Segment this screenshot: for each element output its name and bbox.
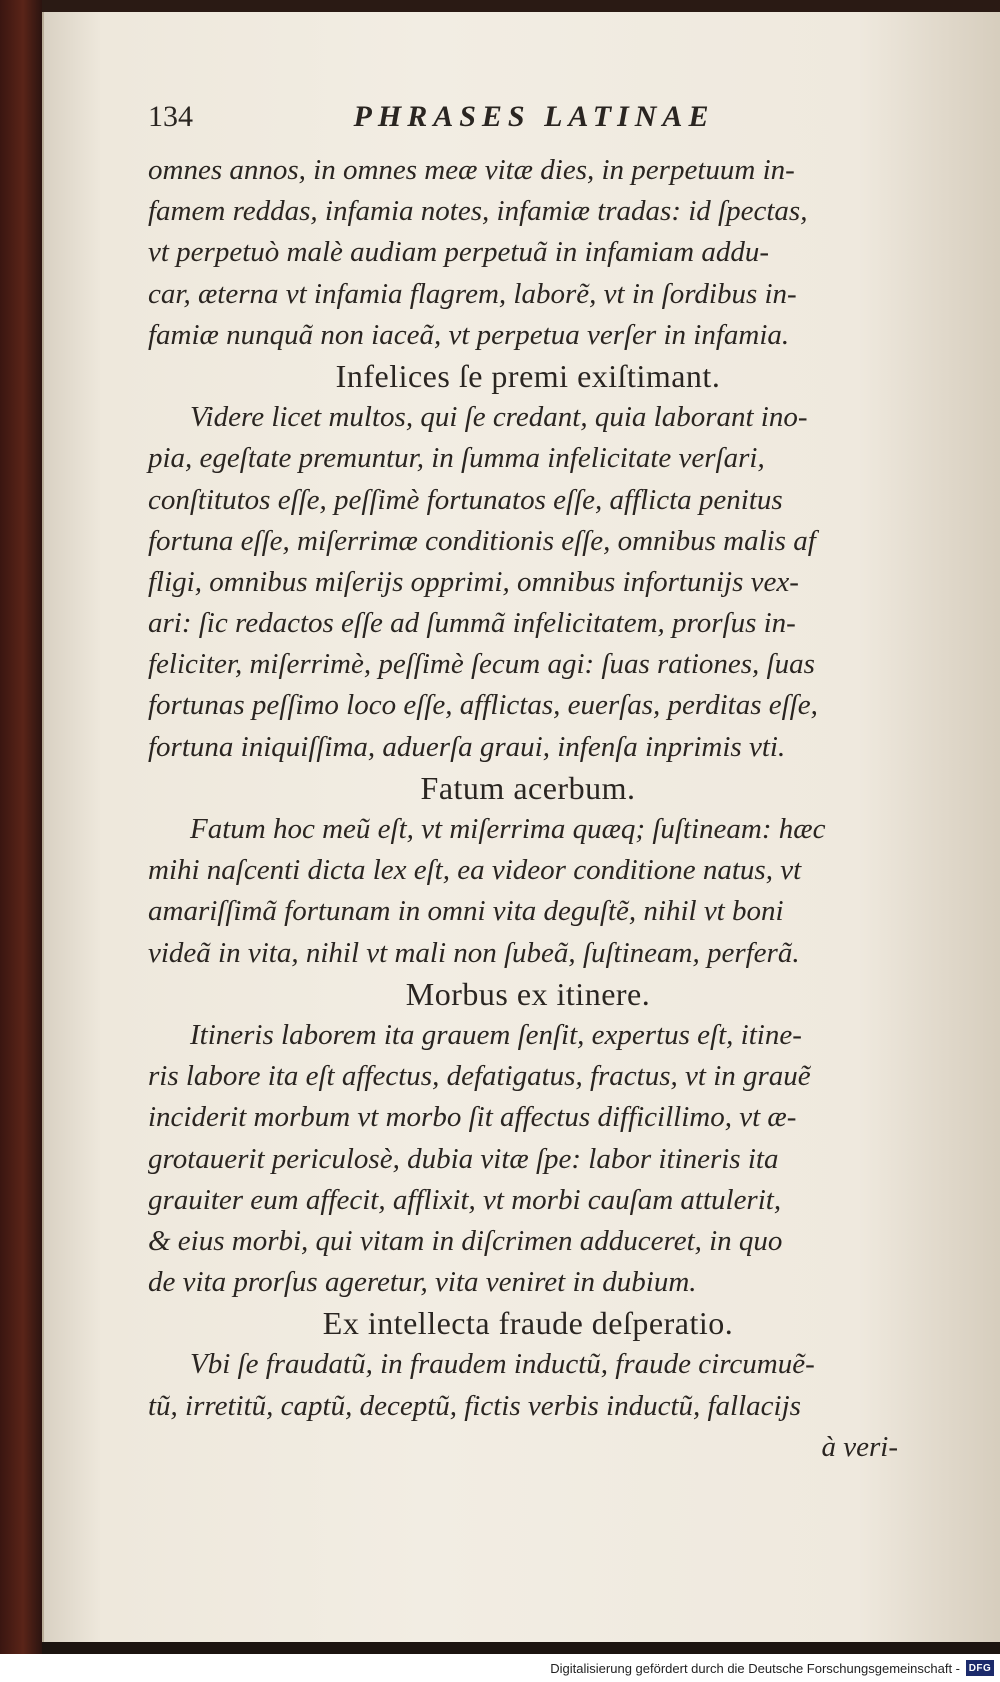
- text-line: grauiter eum affecit, afflixit, vt morbi cauſam attulerit,: [148, 1183, 782, 1216]
- paragraph-first-line: Fatum hoc meũ eſt, vt miſerrima quæq; ſuſtineam: hæc: [190, 813, 826, 845]
- text-line: famem reddas, infamia notes, infamiæ tradas: id ſpectas,: [148, 195, 808, 228]
- text-lines: [148, 150, 908, 1468]
- text-line: famiæ nunquã non iaceã, vt perpetua verſer in infamia.: [148, 318, 790, 351]
- text-line: ris labore ita eſt affectus, defatigatus, fractus, vt in grauẽ: [148, 1060, 811, 1093]
- catchword: à veri-: [821, 1430, 898, 1463]
- section-heading: Fatum acerbum.: [420, 769, 636, 806]
- text-line: vt perpetuò malè audiam perpetuã in infamiam addu-: [148, 236, 769, 269]
- text-line: grotauerit periculosè, dubia vitæ ſpe: labor itineris ita: [148, 1142, 779, 1175]
- paragraph-first-line: Itineris laborem ita grauem ſenſit, expertus eſt, itine-: [190, 1018, 802, 1051]
- page-number: 134: [148, 100, 193, 133]
- text-line: car, æterna vt infamia flagrem, laborẽ, vt in ſordibus in-: [148, 277, 797, 310]
- book-binding-edge: [0, 0, 42, 1654]
- text-line: de vita prorſus ageretur, vita veniret in dubium.: [148, 1266, 697, 1299]
- section-heading: Morbus ex itinere.: [405, 975, 651, 1012]
- page-bottom-edge: [42, 1642, 1000, 1654]
- text-line: fortunas peſſimo loco eſſe, afflictas, euerſas, perditas eſſe,: [148, 689, 818, 722]
- text-line: videã in vita, nihil vt mali non ſubeã, ſuſtineam, perferã.: [148, 936, 800, 969]
- text-line: omnes annos, in omnes meæ vitæ dies, in perpetuum in-: [148, 154, 795, 186]
- text-line: fortuna eſſe, miſerrimæ conditionis eſſe, omnibus malis af: [148, 524, 816, 557]
- text-line: pia, egeſtate premuntur, in ſumma infelicitate verſari,: [148, 442, 765, 475]
- paragraph-first-line: Videre licet multos, qui ſe credant, quia laborant ino-: [190, 401, 808, 434]
- text-line: & eius morbi, qui vitam in diſcrimen adduceret, in quo: [148, 1224, 783, 1257]
- text-line: amariſſimã fortunam in omni vita deguſtẽ, nihil vt boni: [148, 895, 784, 928]
- text-line: mihi naſcenti dicta lex eſt, ea videor conditione natus, vt: [148, 854, 802, 887]
- running-head: [148, 100, 908, 150]
- section-heading: Infelices ſe premi exiſtimant.: [335, 357, 721, 394]
- funding-credit: Digitalisierung gefördert durch die Deutsche Forschungsgemeinschaft -: [550, 1660, 960, 1676]
- text-line: ari: ſic redactos eſſe ad ſummã infelicitatem, prorſus in-: [148, 607, 796, 640]
- page-text: [148, 100, 908, 1468]
- paragraph-first-line: Vbi ſe fraudatũ, in fraudem inductũ, fraude circumuẽ-: [190, 1348, 815, 1381]
- text-line: inciderit morbum vt morbo ſit affectus difficillimo, vt æ-: [148, 1101, 797, 1134]
- digitization-footer: [0, 1654, 1000, 1682]
- running-title: PHRASES LATINAE: [353, 100, 715, 133]
- text-line: conſtitutos eſſe, peſſimè fortunatos eſſe, afflicta penitus: [148, 483, 783, 516]
- text-line: fligi, omnibus miſerijs opprimi, omnibus infortunijs vex-: [148, 565, 799, 598]
- text-line: feliciter, miſerrimè, peſſimè ſecum agi: ſuas rationes, ſuas: [148, 648, 815, 681]
- text-line: fortuna iniquiſſima, aduerſa graui, infenſa inprimis vti.: [148, 730, 786, 763]
- text-line: tũ, irretitũ, captũ, deceptũ, fictis verbis inductũ, fallacijs: [148, 1389, 801, 1422]
- dfg-logo: DFG: [966, 1660, 994, 1676]
- section-heading: Ex intellecta fraude deſperatio.: [322, 1305, 734, 1342]
